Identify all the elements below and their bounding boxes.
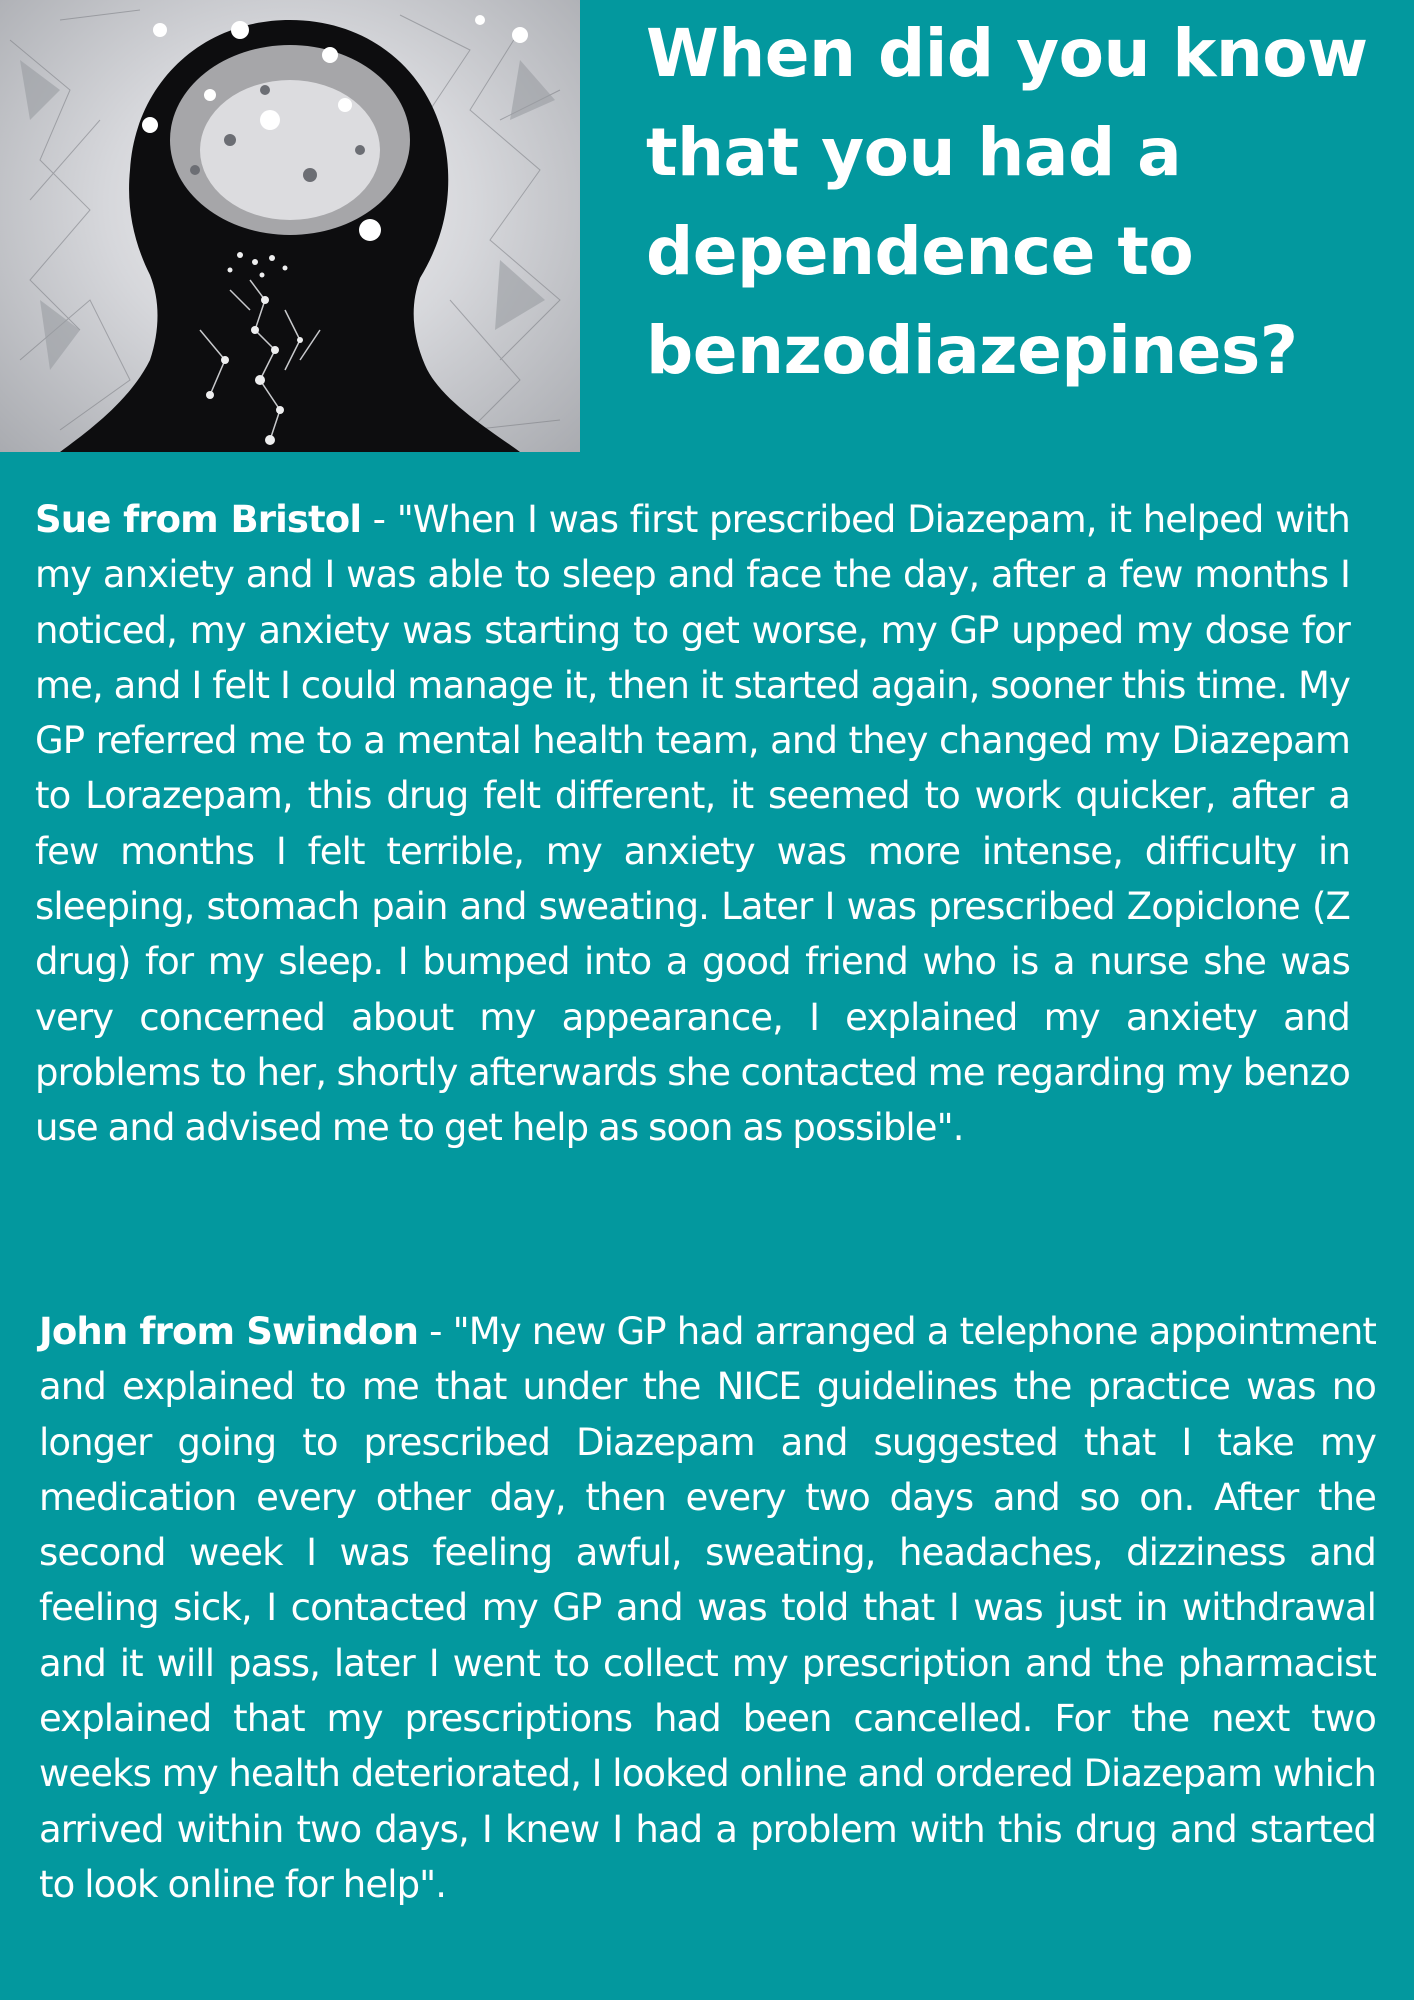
testimonial-john xyxy=(39,1304,1376,1912)
testimonial-separator: - xyxy=(418,1310,453,1353)
head-silhouette-icon xyxy=(0,0,580,452)
testimonial-sue xyxy=(35,492,1350,1156)
page-title: When did you know that you had a dependence to benzodiazepines? xyxy=(646,15,1368,389)
head-silhouette-image xyxy=(0,0,580,452)
testimonial-separator: - xyxy=(361,498,397,541)
testimonial-quote: "When I was first prescribed Diazepam, it helped with my anxiety and I was able to sleep and face the day, after a few months I noticed, my anxiety was starting to get worse, my GP upped my dose for me, and I felt I could manage it, then it started again, sooner this time. My GP referred me to a mental health team, and they changed my Diazepam to Lorazepam, this drug felt different, it seemed to work quicker, after a few months I felt terrible, my anxiety was more intense, difficulty in sleeping, stomach pain and sweating. Later I was prescribed Zopiclone (Z drug) for my sleep. I bumped into a good friend who is a nurse she was very concerned about my appearance, I explained my anxiety and problems to her, shortly afterwards she contacted me regarding my benzo use and advised me to get help as soon as possible". xyxy=(35,498,1350,1150)
testimonial-speaker: John from Swindon xyxy=(39,1310,419,1353)
testimonial-speaker: Sue from Bristol xyxy=(35,498,362,541)
testimonial-quote: "My new GP had arranged a telephone appointment and explained to me that under the NICE guidelines the practice was no longer going to prescribed Diazepam and suggested that I take my medication every other day, then every two days and so on. After the second week I was feeling awful, sweating, headaches, dizziness and feeling sick, I contacted my GP and was told that I was just in withdrawal and it will pass, later I went to collect my prescription and the pharmacist explained that my prescriptions had been cancelled. For the next two weeks my health deteriorated, I looked online and ordered Diazepam which arrived within two days, I knew I had a problem with this drug and started to look online for help". xyxy=(39,1310,1376,1906)
